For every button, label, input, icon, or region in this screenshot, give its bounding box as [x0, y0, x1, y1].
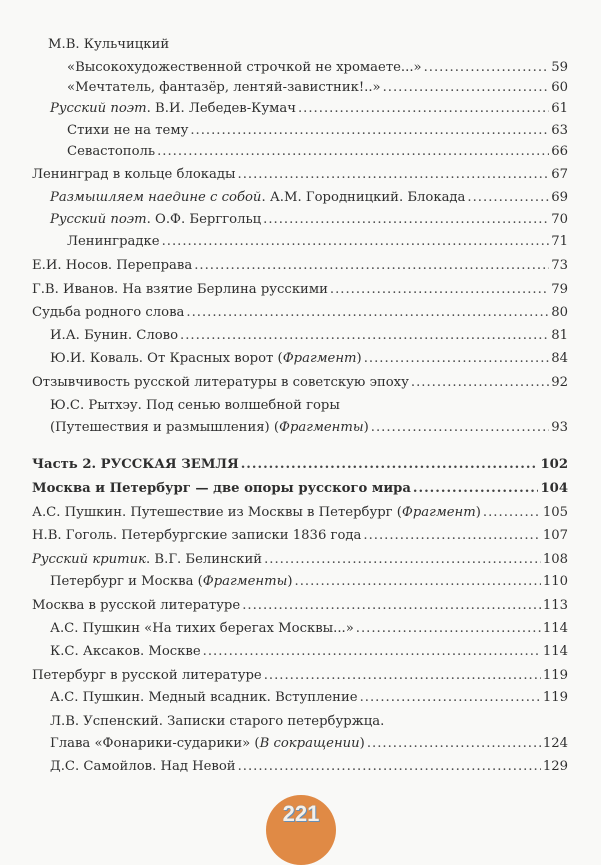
entry-title-part: И.А. Бунин. Слово [50, 328, 179, 343]
entry-title [67, 231, 160, 253]
entry-title [32, 502, 481, 524]
toc-entry[interactable] [50, 571, 568, 593]
entry-title [50, 187, 465, 209]
entry-title [32, 525, 361, 547]
entry-page-number: 73 [551, 258, 568, 273]
dot-leader [242, 595, 541, 617]
entry-page-number: 79 [551, 282, 568, 297]
entry-title [32, 255, 192, 277]
entry-page-number: 113 [542, 598, 568, 613]
entry-page-number: 67 [551, 167, 568, 182]
entry-page-number: 124 [542, 736, 568, 751]
dot-leader [264, 665, 541, 687]
dot-leader [330, 279, 549, 301]
entry-title-part: А.С. Пушкин. Медный всадник. Вступление [50, 690, 358, 705]
dot-leader [363, 525, 540, 547]
toc-entry[interactable] [50, 618, 568, 640]
toc-entry[interactable] [48, 34, 568, 56]
toc-entry[interactable] [32, 255, 568, 277]
entry-title [32, 454, 239, 476]
entry-title [67, 141, 155, 163]
entry-title-part: Г.В. Иванов. На взятие Берлина русскими [32, 282, 328, 297]
entry-title-part: Глава «Фонарики-сударики» ( [50, 736, 260, 751]
dot-leader [157, 141, 549, 163]
entry-title-part: ) [287, 574, 293, 589]
toc-entry[interactable] [50, 395, 568, 439]
entry-title-part: Ленинградке [67, 234, 160, 249]
entry-page-number: 119 [542, 690, 568, 705]
entry-title-part: Е.И. Носов. Переправа [32, 258, 193, 273]
toc-entry[interactable] [67, 120, 568, 142]
dot-leader [371, 417, 549, 439]
entry-page-number: 92 [551, 375, 568, 390]
dot-leader [411, 372, 549, 394]
entry-title [50, 348, 362, 370]
entry-title [32, 665, 262, 687]
entry-page-number: 66 [551, 144, 568, 159]
entry-page-number: 81 [551, 328, 568, 343]
entry-page-number: 108 [542, 552, 568, 567]
page-number: 221 [282, 801, 320, 826]
entry-title [50, 571, 293, 593]
entry-title-part: ) [356, 351, 362, 366]
toc-entry[interactable] [32, 665, 568, 687]
entry-title-part: Часть 2. РУССКАЯ ЗЕМЛЯ [32, 457, 239, 472]
entry-title [50, 756, 236, 778]
entry-title-italic: Русский поэт [50, 212, 147, 227]
entry-title [50, 641, 201, 663]
entry-title [50, 618, 354, 640]
toc-entry[interactable] [50, 687, 568, 709]
entry-title-italic: Русский поэт [50, 101, 147, 116]
entry-page-number: 60 [551, 80, 568, 95]
entry-page-number: 59 [551, 60, 568, 75]
dot-leader [263, 209, 549, 231]
entry-title [32, 372, 409, 394]
dot-leader [241, 454, 539, 476]
entry-title-part: Д.С. Самойлов. Над Невой [50, 759, 236, 774]
entry-title [48, 34, 169, 56]
dot-leader [203, 641, 541, 663]
toc-entry[interactable] [50, 756, 568, 778]
entry-title-part: (Путешествия и размышления) ( [50, 420, 280, 435]
dot-leader [295, 571, 541, 593]
entry-title [50, 733, 365, 755]
entry-title-italic: Русский критик [32, 552, 147, 567]
entry-page-number: 61 [551, 101, 568, 116]
entry-title-part: М.В. Кульчицкий [48, 37, 170, 52]
dot-leader [483, 502, 541, 524]
entry-title-part: . А.М. Городницкий. Блокада [261, 190, 466, 205]
page-number-badge [266, 795, 336, 865]
dot-leader [424, 57, 550, 79]
entry-title [32, 279, 328, 301]
toc-entry[interactable] [32, 372, 568, 394]
entry-title-part: ) [359, 736, 365, 751]
entry-title [67, 120, 188, 142]
entry-page-number: 63 [551, 123, 568, 138]
toc-entry[interactable] [32, 549, 568, 571]
toc-entry[interactable] [32, 279, 568, 301]
entry-page-number: 105 [542, 505, 568, 520]
entry-title [32, 595, 240, 617]
entry-title-italic: Фрагмент [282, 351, 357, 366]
entry-title-part: Петербург и Москва ( [50, 574, 203, 589]
dot-leader [180, 325, 549, 347]
toc-entry[interactable] [32, 164, 568, 186]
entry-title-part: ) [475, 505, 481, 520]
entry-title-italic: В сокращении [259, 736, 360, 751]
entry-title [32, 549, 262, 571]
toc-entry[interactable] [32, 478, 568, 500]
toc-entry[interactable] [50, 348, 568, 370]
dot-leader [238, 164, 550, 186]
toc-entry[interactable] [67, 231, 568, 253]
entry-title-part: «Мечтатель, фантазёр, лентяй-завистник!..» [67, 80, 381, 95]
entry-page-number: 114 [542, 644, 568, 659]
entry-title-part: А.С. Пушкин «На тихих берегах Москвы...» [50, 621, 354, 636]
entry-title-part: Севастополь [67, 144, 156, 159]
entry-title [32, 302, 184, 324]
entry-title [32, 478, 411, 500]
toc-entry[interactable] [50, 98, 568, 120]
dot-leader [264, 549, 541, 571]
entry-page-number: 104 [540, 481, 568, 496]
entry-page-number: 114 [542, 621, 568, 636]
entry-title-line1: Ю.С. Рытхэу. Под сенью волшебной горы [50, 398, 340, 413]
entry-title [67, 77, 381, 99]
entry-title-part: К.С. Аксаков. Москве [50, 644, 201, 659]
entry-page-number: 70 [551, 212, 568, 227]
entry-title [50, 209, 261, 231]
entry-page-number: 119 [542, 668, 568, 683]
entry-title [50, 417, 369, 439]
entry-title [32, 164, 236, 186]
dot-leader [162, 231, 550, 253]
entry-page-number: 102 [540, 457, 568, 472]
entry-title-part: Москва и Петербург — две опоры русского мира [32, 481, 411, 496]
entry-page-number: 107 [542, 528, 568, 543]
entry-title-part: Петербург в русской литературе [32, 668, 262, 683]
toc-entry[interactable] [50, 641, 568, 663]
dot-leader [194, 255, 549, 277]
entry-title [67, 57, 422, 79]
toc-entry[interactable] [50, 325, 568, 347]
toc-entry[interactable] [50, 711, 568, 755]
entry-title-part: Ленинград в кольце блокады [32, 167, 236, 182]
entry-title-italic: Размышляем наедине с собой [50, 190, 262, 205]
dot-leader [190, 120, 549, 142]
entry-title-italic: Фрагменты [279, 420, 364, 435]
entry-title-part: Ю.И. Коваль. От Красных ворот ( [50, 351, 283, 366]
entry-title-part: Отзывчивость русской литературы в советскую эпоху [32, 375, 409, 390]
toc-entry[interactable] [32, 502, 568, 524]
toc-entry[interactable] [67, 141, 568, 163]
toc-entry[interactable] [50, 187, 568, 209]
entry-title-italic: Фрагменты [202, 574, 288, 589]
entry-title-line1: Л.В. Успенский. Записки старого петербуржца. [50, 714, 385, 729]
entry-title-part: . О.Ф. Берггольц [146, 212, 262, 227]
entry-page-number: 129 [542, 759, 568, 774]
dot-leader [186, 302, 549, 324]
toc-entry[interactable] [32, 302, 568, 324]
entry-page-number: 110 [542, 574, 568, 589]
toc-entry[interactable] [32, 595, 568, 617]
dot-leader [364, 348, 550, 370]
dot-leader [383, 77, 550, 99]
entry-title-part: Стихи не на тему [67, 123, 189, 138]
entry-page-number: 80 [551, 305, 568, 320]
entry-title-part: Москва в русской литературе [32, 598, 241, 613]
entry-title-part: Н.В. Гоголь. Петербургские записки 1836 года [32, 528, 362, 543]
dot-leader [467, 187, 549, 209]
entry-title-part: Судьба родного слова [32, 305, 185, 320]
entry-page-number: 71 [551, 234, 568, 249]
toc-entry[interactable] [67, 57, 568, 79]
dot-leader [356, 618, 541, 640]
toc-entry[interactable] [50, 209, 568, 231]
entry-title-italic: Фрагмент [401, 505, 476, 520]
entry-title-part: А.С. Пушкин. Путешествие из Москвы в Петербург ( [32, 505, 402, 520]
entry-title-part: . В.Г. Белинский [146, 552, 263, 567]
entry-title [50, 687, 358, 709]
entry-page-number: 69 [551, 190, 568, 205]
entry-title [50, 98, 296, 120]
entry-title-part: ) [363, 420, 369, 435]
entry-title [50, 325, 178, 347]
dot-leader [413, 478, 539, 500]
dot-leader [367, 733, 541, 755]
entry-title-part: «Высокохудожественной строчкой не хромаете...» [67, 60, 422, 75]
entry-title-part: . В.И. Лебедев-Кумач [146, 101, 296, 116]
toc-entry[interactable] [32, 525, 568, 547]
entry-page-number: 84 [551, 351, 568, 366]
dot-leader [238, 756, 541, 778]
toc-entry[interactable] [32, 454, 568, 476]
entry-page-number: 93 [551, 420, 568, 435]
dot-leader [298, 98, 549, 120]
toc-entry[interactable] [67, 77, 568, 99]
dot-leader [360, 687, 541, 709]
